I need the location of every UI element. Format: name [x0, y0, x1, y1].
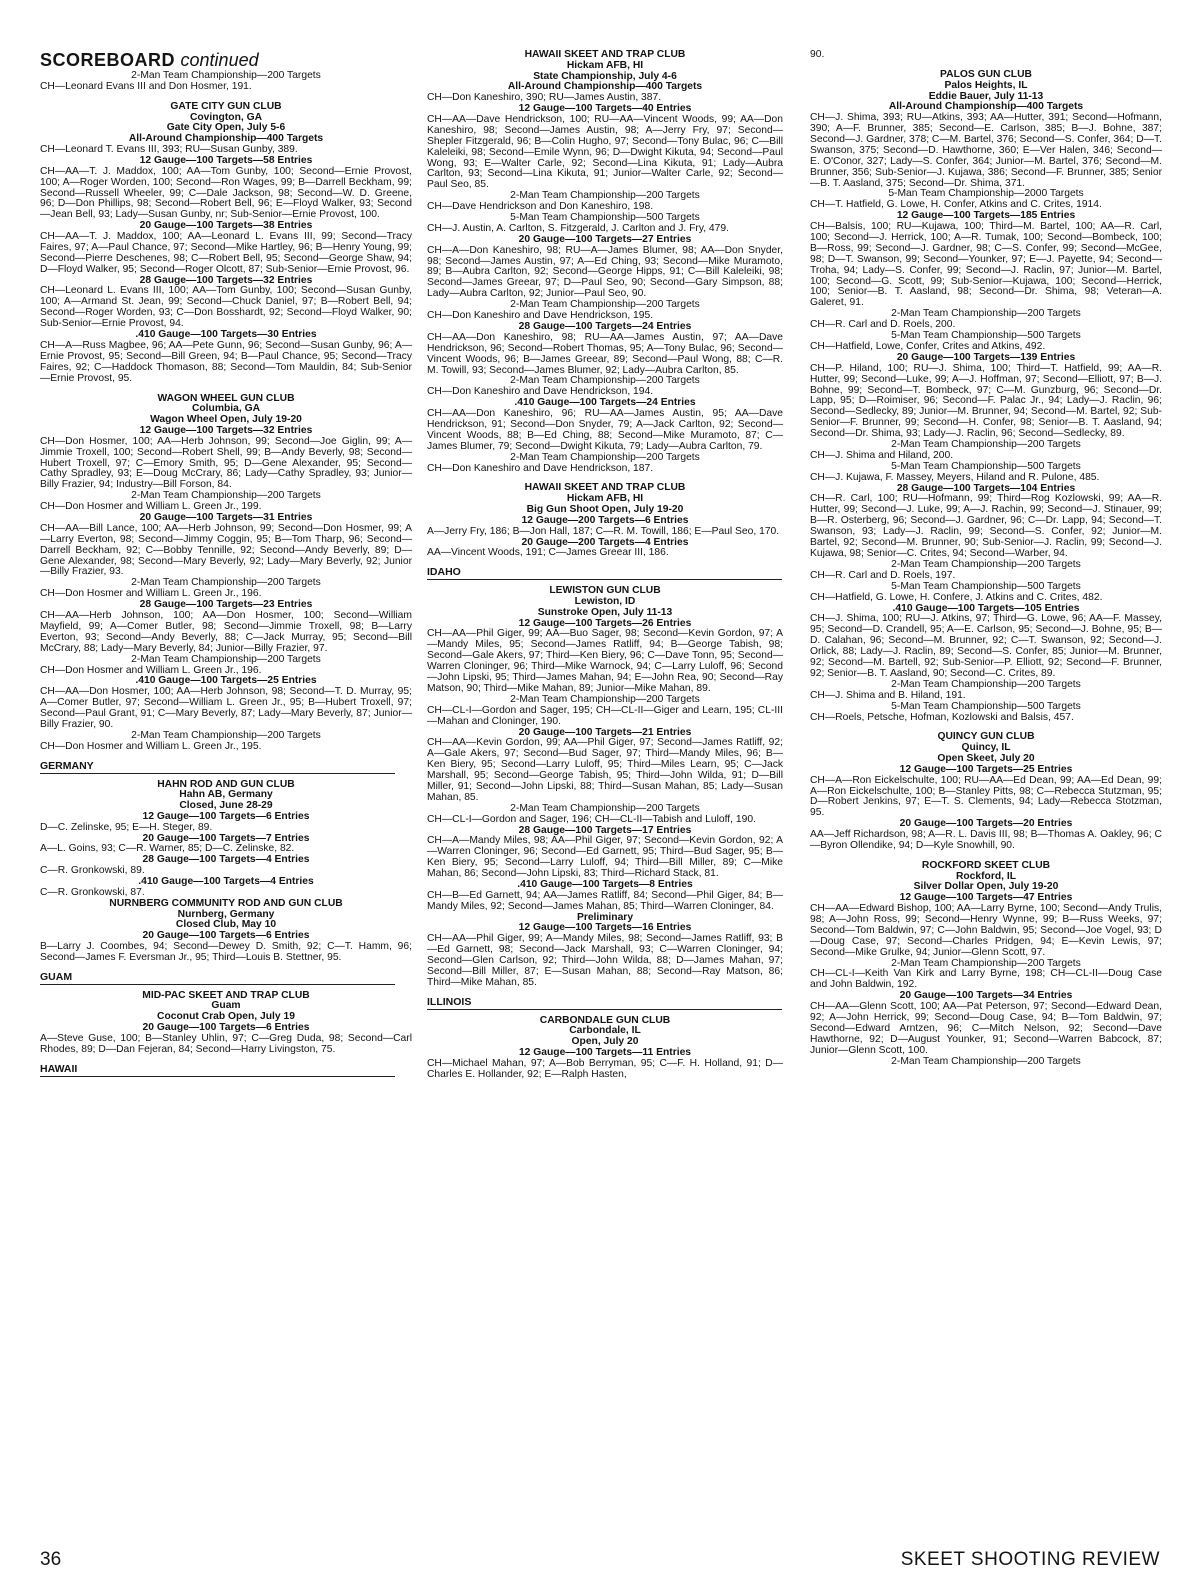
results-paragraph: CH—A—Mandy Miles, 98; AA—Phil Giger, 97; Second—Kevin Gordon, 92; A—Warren Cloninger, 96; Second—Ed Garnett, 95; Third—Bud Sager, 95; B—Ken Biery, 95; Second—Larry Luloff, 94; Third—Bill Miller, 89; C—Mike Mahan, 86; Second—John Lipski, 83; Third—Richard Stack, 81. [427, 835, 783, 880]
column-left [40, 50, 412, 1083]
event-heading: 12 Gauge—100 Targets—185 Entries [896, 210, 1076, 222]
results-paragraph: CH—J. Shima and B. Hiland, 191. [810, 689, 966, 701]
results-paragraph: CH—Dave Hendrickson and Don Kaneshiro, 198. [427, 201, 654, 213]
results-paragraph: CH—AA—Don Kaneshiro, 96; RU—AA—James Austin, 95; AA—Dave Hendrickson, 91; Second—Don Snyder, 79; A—Jack Carlton, 92; Second—Vincent Woods, 88; B—Ed Ching, 88; Second—Mike Muramoto, 87; C—James Blumer, 79; Second—Dwight Kikuta, 79; Lady—Aubra Carlton, 79. [427, 408, 783, 452]
event-heading: Nurnberg, Germany [177, 908, 275, 920]
event-heading: CARBONDALE GUN CLUB [539, 1014, 671, 1026]
results-paragraph: CH—AA—Don Kaneshiro, 98; RU—AA—James Austin, 97; AA—Dave Hendrickson, 96; Second—Robert Thomas, 95; A—Tony Bulac, 96; Second—Vincent Woods, 96; B—James Greear, 89; Second—Paul Wong, 88; C—R. M. Towill, 93; Second—James Blumer, 92; Lady—Aubra Carlton, 85. [427, 331, 783, 376]
team-heading: 2-Man Team Championship—200 Targets [510, 451, 700, 463]
results-paragraph: CH—AA—Bill Lance, 100; AA—Herb Johnson, 99; Second—Don Hosmer, 99; A—Larry Everton, 98; Second—Jimmy Coggin, 95; B—Tom Tharp, 96; Second—Darrell Beckham, 92; C—Bobby Tennille, 92; Second—Andy Beverly, 89; D—Gene Alexander, 98; Second—Mary Beverly, 92; Lady—Mary Beverly, 92; Junior—Billy Frazier, 93. [40, 522, 412, 578]
event-heading: Preliminary [576, 911, 634, 923]
team-heading: 2-Man Team Championship—200 Targets [510, 375, 700, 387]
results-paragraph: CH—AA—Phil Giger, 99; AA—Buo Sager, 98; Second—Kevin Gordon, 97; A—Mandy Miles, 95; Second—James Ratliff, 94; B—George Tabish, 98; Second—Gale Akers, 97; Third—Ken Biery, 96; C—Dave Tonn, 95; Second—Warren Cloninger, 96; Third—Mike Warnock, 94; C—Larry Luloff, 96; Second—John Lipski, 95; Third—James Mahan, 94; E—John Rea, 90; Second—Ray Matson, 90; Third—Mike Mahan, 89; Junior—Mike Mahan, 89. [427, 628, 783, 694]
results-paragraph: CH—AA—Kevin Gordon, 99; AA—Phil Giger, 97; Second—James Ratliff, 92; A—Gale Akers, 97; Second—Bud Sager, 97; Third—Mandy Miles, 96; B—Ken Biery, 95; Second—Larry Luloff, 95; Third—Miles Learn, 95; C—Jack Marshall, 95; Second—George Tabish, 95; Third—John Wilda, 91; D—Bill Miller, 91; Second—John Lipski, 88; Third—Susan Mahan, 85; Lady—Susan Mahan, 85. [427, 737, 783, 803]
results-paragraph: CH—CL-I—Gordon and Sager, 195; CH—CL-II—Giger and Learn, 195; CL-III—Mahan and Cloninger, 190. [427, 704, 783, 727]
event-heading: 12 Gauge—100 Targets—58 Entries [139, 154, 313, 166]
event-heading: 28 Gauge—100 Targets—23 Entries [139, 599, 313, 611]
event-heading: 20 Gauge—100 Targets—139 Entries [896, 351, 1076, 363]
event-heading: Lewiston, ID [574, 595, 636, 607]
event-heading: 20 Gauge—100 Targets—7 Entries [142, 832, 310, 844]
event-heading: Columbia, GA [191, 403, 261, 415]
state-section-heading: ILLINOIS [427, 997, 782, 1010]
event-heading: 28 Gauge—100 Targets—24 Entries [518, 321, 692, 332]
event-heading: ROCKFORD SKEET CLUB [921, 859, 1051, 871]
magazine-name: SKEET SHOOTING REVIEW [900, 1549, 1160, 1570]
event-heading: MID-PAC SKEET AND TRAP CLUB [142, 989, 310, 1001]
event-heading: Guam [211, 1000, 241, 1012]
results-paragraph: B—Larry J. Coombes, 94; Second—Dewey D. Smith, 92; C—T. Hamm, 96; Second—James F. Eversman Jr., 95; Third—Louis B. Stettner, 95. [40, 940, 412, 963]
results-paragraph: CH—R. Carl, 100; RU—Hofmann, 99; Third—Rog Kozlowski, 99; AA—R. Hutter, 99; Second—J. Luke, 99; A—J. Rachin, 99; Second—J. Stinauer, 99; B—R. Osterberg, 96; Second—J. Gardner, 96; C—Dr. Lapp, 94; Second—T. Swanson, 93; Lady—J. Raclin, 99; Second—S. Confer, 92; Junior—M. Bartel, 92; Second—M. Brunner, 90; Sub-Senior—J. Raclin, 99; Second—J. Kujawa, 98; Senior—C. Crites, 94; Second—Warber, 94. [810, 493, 1162, 560]
results-paragraph: CH—Don Kaneshiro and Dave Hendrickson, 195. [427, 310, 654, 322]
results-paragraph: CH—AA—Don Hosmer, 100; AA—Herb Johnson, 98; Second—T. D. Murray, 95; A—Comer Butler, 97; Second—William L. Green Jr., 95; B—Hubert Troxell, 97; Second—Paul Grant, 91; C—Mary Beverly, 87; Lady—Mary Beverly, 87; Junior—Billy Frazier, 90. [40, 686, 412, 730]
event-heading: 12 Gauge—100 Targets—16 Entries [518, 922, 692, 934]
event-heading: PALOS GUN CLUB [940, 68, 1032, 80]
team-heading: 2-Man Team Championship—200 Targets [131, 729, 321, 741]
results-paragraph: CH—R. Carl and D. Roels, 200. [810, 319, 956, 331]
team-heading: 2-Man Team Championship—200 Targets [510, 693, 700, 705]
team-heading: 2-Man Team Championship—200 Targets [510, 190, 700, 202]
results-paragraph: CH—A—Russ Magbee, 96; AA—Pete Gunn, 96; Second—Susan Gunby, 96; A—Ernie Provost, 95; Second—Bill Green, 94; B—Paul Chance, 95; Second—Tracy Faires, 92; C—Haddock Thomason, 88; Second—Tom Mauldin, 84; Sub-Senior—Ernie Provost, 95. [40, 339, 412, 384]
team-heading: 2-Man Team Championship—200 Targets [131, 70, 321, 81]
results-paragraph: CH—AA—T. J. Maddox, 100; AA—Tom Gunby, 100; Second—Ernie Provost, 100; A—Roger Worden, 100; Second—Ron Wages, 99; B—Darrell Beckham, 99; Second—Russell Wheeler, 99; C—Dale Jackson, 98; Second—W. D. Greene, 96; D—Don Phillips, 98; Second—Robert Bell, 96; E—Floyd Walker, 93; Second—Jean Bell, 93; Lady—Susan Gunby, nr; Sub-Senior—Ernie Provost, 100. [40, 165, 412, 221]
results-paragraph: CH—AA—T. J. Maddox, 100; AA—Leonard L. Evans III, 99; Second—Tracy Faires, 97; A—Paul Chance, 97; Second—Mike Hartley, 96; B—Henry Young, 99; Second—Pierre Deschenes, 98; C—Robert Bell, 95; Second—George Shaw, 94; D—Floyd Walker, 95; Second—Roger Olcott, 87; Sub-Senior—Ernie Provost, 96. [40, 231, 412, 275]
results-paragraph: C—R. Gronkowski, 87. [40, 886, 145, 898]
event-heading: Closed, June 28-29 [179, 800, 273, 812]
team-heading: 5-Man Team Championship—500 Targets [891, 330, 1081, 342]
team-heading: 2-Man Team Championship—200 Targets [131, 577, 321, 589]
results-paragraph: CH—Don Hosmer and William L. Green Jr., 195. [40, 740, 262, 752]
results-paragraph: CH—AA—Dave Hendrickson, 100; RU—AA—Vincent Woods, 99; AA—Don Kaneshiro, 98; Second—James Austin, 98; A—Jerry Fry, 97; Second—Shepler Fitzgerald, 96; B—Colin Hugho, 97; Second—Tony Bulac, 96; C—Bill Kaleleiki, 98; Second—Emile Wynn, 96; D—Dwight Kikuta, 94; Second—Paul Wong, 93; E—Walter Carle, 92; Second—Lina Kikuta, 91; Lady—Aubra Carlton, 93; Second—Lina Kikuta, 91; Junior—Walter Carle, 92; Second—Paul Seo, 85. [427, 113, 783, 191]
event-heading: 12 Gauge—100 Targets—47 Entries [899, 892, 1073, 904]
event-heading: Gate City Open, July 5-6 [166, 122, 286, 134]
event-heading: Quincy, IL [961, 742, 1011, 754]
page-number: 36 [40, 1549, 62, 1570]
team-heading: 5-Man Team Championship—2000 Targets [888, 188, 1084, 200]
event-heading: 20 Gauge—100 Targets—21 Entries [518, 726, 692, 738]
results-paragraph: CH—Don Kaneshiro and Dave Hendrickson, 194. [427, 386, 654, 398]
results-paragraph: AA—Jeff Richardson, 98; A—R. L. Davis III, 98; B—Thomas A. Oakley, 96; C—Byron Ollendike, 94; D—Kyle Snowhill, 90. [810, 829, 1162, 851]
event-heading: 12 Gauge—100 Targets—11 Entries [518, 1047, 692, 1059]
event-heading: 20 Gauge—200 Targets—4 Entries [521, 536, 689, 548]
event-heading: .410 Gauge—100 Targets—25 Entries [135, 675, 317, 687]
event-heading: Big Gun Shoot Open, July 19-20 [526, 504, 684, 516]
event-heading: 20 Gauge—100 Targets—27 Entries [518, 233, 692, 245]
results-paragraph: CH—AA—Phil Giger, 99; A—Mandy Miles, 98; Second—James Ratliff, 93; B—Ed Garnett, 98; Second—Jack Marshall, 93; C—Warren Cloninger, 94; Second—Glen Carlson, 92; Third—John Wilda, 88; D—James Mahan, 97; Second—Bill Miller, 87; E—Susan Mahan, 88; Second—Ray Matson, 86; Third—Mike Mahan, 85. [427, 933, 783, 988]
results-paragraph: CH—Balsis, 100; RU—Kujawa, 100; Third—M. Bartel, 100; AA—R. Carl, 100; Second—J. Herrick, 100; A—R. Tumak, 100; Second—Bombeck, 100; B—Ross, 99; Second—J. Gardner, 98; C—S. Confer, 99; Second—McGee, 98; D—T. Swanson, 99; Second—Younker, 97; E—J. Payette, 94; Second—Troha, 94; Lady—S. Confer, 99; Second—J. Raclin, 97; Junior—M. Bartel, 100; Second—G. Scott, 99; Sub-Senior—Kujawa, 100; Second—Herrick, 100; Senior—B. T. Aasland, 98; Second—Dr. Shima, 98; Veteran—A. Galeret, 91. [810, 221, 1162, 309]
event-heading: 12 Gauge—100 Targets—25 Entries [899, 763, 1073, 775]
team-heading: 5-Man Team Championship—500 Targets [891, 580, 1081, 592]
event-heading: Open Skeet, July 20 [937, 753, 1035, 764]
event-heading: 28 Gauge—100 Targets—17 Entries [518, 824, 692, 836]
header-title: SCOREBOARD [40, 50, 176, 70]
team-heading: 5-Man Team Championship—500 Targets [891, 460, 1081, 472]
event-heading: Carbondale, IL [569, 1025, 641, 1037]
event-heading: 20 Gauge—100 Targets—31 Entries [139, 512, 313, 524]
team-heading: 2-Man Team Championship—200 Targets [891, 308, 1081, 320]
event-heading: Rockford, IL [955, 870, 1017, 882]
results-paragraph: CH—R. Carl and D. Roels, 197. [810, 569, 956, 581]
results-paragraph: D—C. Zelinske, 95; E—H. Steger, 89. [40, 821, 213, 833]
results-paragraph: 90. [810, 49, 825, 60]
results-paragraph: CH—T. Hatfield, G. Lowe, H. Confer, Atkins and C. Crites, 1914. [810, 199, 1102, 211]
team-heading: 2-Man Team Championship—200 Targets [891, 957, 1081, 969]
results-paragraph: CH—J. Shima, 393; RU—Atkins, 393; AA—Hutter, 391; Second—Hofmann, 390; A—F. Brunner, 385; Second—E. Carlson, 385; B—J. Bohne, 387; Second—J. Gardner, 378; C—M. Bartel, 376; Second—S. Confer, 364; D—T. Swanson, 375; Second—D. Hawthorne, 360; E—Ver Halen, 346; Second—E. O'Conor, 327; Lady—S. Confer, 364; Junior—M. Bartel, 376; Second—M. Brunner, 356; Sub-Senior—J. Kujawa, 386; Second—F. Brunner, 385; Senior—B. T. Aasland, 375; Second—Dr. Shima, 371. [810, 112, 1162, 189]
team-heading: 2-Man Team Championship—200 Targets [131, 653, 321, 665]
team-heading: 5-Man Team Championship—500 Targets [891, 700, 1081, 712]
event-heading: 20 Gauge—100 Targets—6 Entries [142, 930, 310, 942]
results-paragraph: AA—Vincent Woods, 191; C—James Greear III, 186. [427, 547, 669, 559]
event-heading: 28 Gauge—100 Targets—104 Entries [896, 482, 1076, 494]
event-heading: Sunstroke Open, July 11-13 [537, 606, 673, 618]
event-heading: All-Around Championship—400 Targets [888, 101, 1084, 113]
results-paragraph: CH—Don Kaneshiro, 390; RU—James Austin, 387. [427, 92, 662, 104]
event-heading: Hickam AFB, HI [566, 493, 644, 505]
results-paragraph: CH—Don Hosmer and William L. Green Jr., 199. [40, 501, 262, 513]
event-heading: 12 Gauge—100 Targets—40 Entries [518, 103, 692, 115]
event-heading: 20 Gauge—100 Targets—20 Entries [899, 818, 1073, 830]
event-heading: Palos Heights, IL [944, 79, 1028, 91]
results-paragraph: CH—A—Ron Eickelschulte, 100; RU—AA—Ed Dean, 99; AA—Ed Dean, 99; A—Ron Eickelschulte, 100; B—Stanley Pitts, 98; C—Rebecca Stutzman, 95; D—Robert Jenkins, 97; E—T. S. Clements, 94; Lady—Rebecca Stotzman, 95. [810, 774, 1162, 819]
results-paragraph: CH—Roels, Petsche, Hofman, Kozlowski and Balsis, 457. [810, 711, 1074, 723]
results-paragraph: CH—Leonard T. Evans III, 393; RU—Susan Gunby, 389. [40, 144, 298, 155]
event-heading: Covington, GA [189, 111, 263, 123]
results-paragraph: CH—AA—Edward Bishop, 100; AA—Larry Byrne, 100; Second—Andy Trulis, 98; A—John Ross, 99; Second—Henry Wynne, 99; B—Russ Weeks, 97; Second—Tom Baldwin, 97; C—John Baldwin, 95; Second—Joe Vogel, 93; D—Doug Case, 97; Second—Charles Pridgen, 94; E—Kevin Lewis, 97; Second—Mike Grulke, 94; Junior—Glenn Scott, 97. [810, 903, 1162, 958]
results-paragraph: CH—Leonard L. Evans III, 100; AA—Tom Gunby, 100; Second—Susan Gunby, 100; A—Armand St. Jean, 99; Second—Chuck Daniel, 97; B—Robert Bell, 94; Second—Roger Worden, 93; C—Don Bosshardt, 92; Second—Floyd Walker, 90; Sub-Senior—Ernie Provost, 94. [40, 285, 412, 330]
event-heading: WAGON WHEEL GUN CLUB [157, 392, 295, 404]
team-heading: 5-Man Team Championship—500 Targets [510, 212, 700, 224]
results-paragraph: CH—Don Hosmer, 100; AA—Herb Johnson, 99; Second—Joe Giglin, 99; A—Jimmie Troxell, 100; Second—Robert Shell, 99; B—Andy Beverly, 98; Second—Hubert Troxell, 97; C—Emory Smith, 95; D—Gene Alexander, 95; Second—Cathy Spradley, 93; E—Doug McCrary, 86; Lady—Cathy Spradley, 93; Junior—Billy Frazier, 94; Industry—Bill Forson, 84. [40, 435, 412, 491]
event-heading: NURNBERG COMMUNITY ROD AND GUN CLUB [109, 897, 343, 909]
event-heading: QUINCY GUN CLUB [937, 731, 1035, 743]
event-heading: GATE CITY GUN CLUB [170, 100, 282, 112]
event-heading: HAWAII SKEET AND TRAP CLUB [524, 482, 686, 494]
column-middle [427, 50, 783, 1081]
results-paragraph: A—L. Goins, 93; C—R. Warner, 85; D—C. Zelinske, 82. [40, 843, 295, 855]
results-paragraph: CH—AA—Herb Johnson, 100; AA—Don Hosmer, 100; Second—William Mayfield, 99; A—Comer Butler, 98; Second—Jimmie Troxell, 98; B—Larry Everton, 93; Second—Andy Beverly, 88; C—Jack Murray, 95; Second—Bill McCrary, 88; Lady—Mary Beverly, 84; Junior—Billy Frazier, 97. [40, 609, 412, 654]
results-paragraph: CH—Don Hosmer and William L. Green Jr., 196. [40, 664, 262, 676]
event-heading: 12 Gauge—200 Targets—6 Entries [521, 514, 689, 526]
event-heading: 20 Gauge—100 Targets—34 Entries [899, 990, 1073, 1002]
results-paragraph: CH—J. Shima and Hiland, 200. [810, 449, 954, 461]
team-heading: 2-Man Team Championship—200 Targets [891, 678, 1081, 690]
team-heading: 2-Man Team Championship—200 Targets [891, 439, 1081, 451]
results-paragraph: CH—J. Kujawa, F. Massey, Meyers, Hiland and R. Pulone, 485. [810, 471, 1100, 483]
event-heading: Closed Club, May 10 [175, 919, 277, 931]
event-heading: Eddie Bauer, July 11-13 [928, 90, 1044, 102]
event-heading: 12 Gauge—100 Targets—6 Entries [142, 810, 310, 822]
results-paragraph: CH—B—Ed Garnett, 94; AA—James Ratliff, 84; Second—Phil Giger, 84; B—Mandy Miles, 92; Second—James Mahan, 85; Third—Warren Cloninger, 84. [427, 889, 783, 912]
results-paragraph: CH—J. Austin, A. Carlton, S. Fitzgerald, J. Carlton and J. Fry, 479. [427, 222, 729, 234]
team-heading: 2-Man Team Championship—200 Targets [510, 802, 700, 814]
event-heading: 28 Gauge—100 Targets—32 Entries [139, 274, 313, 286]
event-heading: Wagon Wheel Open, July 19-20 [150, 414, 302, 426]
event-heading: .410 Gauge—100 Targets—4 Entries [138, 876, 314, 888]
results-paragraph: CH—Don Kaneshiro and Dave Hendrickson, 187. [427, 462, 654, 474]
team-heading: 2-Man Team Championship—200 Targets [891, 1055, 1081, 1067]
column-left-body [40, 71, 412, 1077]
event-heading: Coconut Crab Open, July 19 [157, 1011, 295, 1023]
event-heading: 20 Gauge—100 Targets—6 Entries [142, 1022, 310, 1034]
event-heading: 12 Gauge—100 Targets—32 Entries [139, 424, 313, 436]
results-paragraph: CH—A—Don Kaneshiro, 98; RU—A—James Blumer, 98; AA—Don Snyder, 98; Second—James Austin, 97; A—Ed Ching, 93; Second—Mike Muramoto, 89; B—Aubra Carlton, 92; Second—George Hipps, 91; C—Bill Kaleleiki, 98; Second—James Greear, 97; D—Paul Seo, 90; Second—Gary Simpson, 88; Lady—Aubra Carlton, 92; Junior—Paul Seo, 90. [427, 244, 783, 300]
results-paragraph: CH—Don Hosmer and William L. Green Jr., 196. [40, 588, 262, 600]
event-heading: Open, July 20 [571, 1036, 639, 1048]
results-paragraph: CH—P. Hiland, 100; RU—J. Shima, 100; Third—T. Hatfield, 99; AA—R. Hutter, 99; Second—Luke, 99; A—J. Hoffman, 97; Second—Elliott, 97; B—J. Bohne, 99; Second—T. Bombeck, 97; C—M. Gunzburg, 96; Second—Dr. Lapp, 95; D—Roimiser, 96; Second—F. Palac Jr., 94; Lady—J. Raclin, 96; Second—Sedlecky, 89; Junior—M. Brunner, 94; Second—M. Bartel, 92; Sub-Senior—F. Brunner, 99; Second—H. Confer, 98; Senior—B. T. Aasland, 94; Second—Dr. Shima, 93; Lady—J. Raclin, 96; Second—Sedlecky, 89. [810, 362, 1162, 440]
event-heading: Silver Dollar Open, July 19-20 [913, 881, 1059, 893]
results-paragraph: CH—AA—Glenn Scott, 100; AA—Pat Peterson, 97; Second—Edward Dean, 92; A—John Herrick, 99; Second—Doug Case, 94; B—Tom Baldwin, 97; Second—Edward Arntzen, 96; C—Mitch Nelson, 92; Second—Dave Hawthorne, 92; D—August Younker, 91; Second—Warren Babcock, 87; Junior—Glenn Scott, 100. [810, 1001, 1162, 1056]
event-heading: 12 Gauge—100 Targets—26 Entries [518, 617, 692, 629]
event-heading: State Championship, July 4-6 [533, 70, 677, 82]
results-paragraph: A—Jerry Fry, 186; B—Jon Hall, 187; C—R. M. Towill, 186; E—Paul Seo, 170. [427, 525, 780, 537]
event-heading: All-Around Championship—400 Targets [507, 81, 703, 93]
results-paragraph: CH—CL-I—Gordon and Sager, 196; CH—CL-II—Tabish and Luloff, 190. [427, 813, 756, 825]
team-heading: 2-Man Team Championship—200 Targets [131, 490, 321, 502]
event-heading: .410 Gauge—100 Targets—30 Entries [135, 329, 317, 341]
results-paragraph: CH—Leonard Evans III and Don Hosmer, 191. [40, 80, 252, 92]
header-continued: continued [180, 50, 259, 70]
event-heading: All-Around Championship—400 Targets [128, 133, 324, 145]
results-paragraph: CH—Hatfield, Lowe, Confer, Crites and Atkins, 492. [810, 341, 1046, 353]
page-header [40, 50, 412, 70]
event-heading: 28 Gauge—100 Targets—4 Entries [142, 854, 310, 866]
state-section-heading: GUAM [40, 972, 395, 985]
event-heading: .410 Gauge—100 Targets—105 Entries [892, 602, 1080, 614]
event-heading: Hahn AB, Germany [179, 789, 273, 801]
team-heading: 2-Man Team Championship—200 Targets [510, 299, 700, 311]
event-heading: Hickam AFB, HI [566, 59, 644, 71]
state-section-heading: IDAHO [427, 567, 782, 580]
state-section-heading: HAWAII [40, 1064, 395, 1077]
column-right [810, 50, 1162, 1068]
team-heading: 2-Man Team Championship—200 Targets [891, 558, 1081, 570]
event-heading: HAHN ROD AND GUN CLUB [157, 778, 295, 790]
event-heading: HAWAII SKEET AND TRAP CLUB [524, 49, 686, 60]
results-paragraph: CH—J. Shima, 100; RU—J. Atkins, 97; Third—G. Lowe, 96; AA—F. Massey, 95; Second—D. Crandell, 95; A—E. Carlson, 95; Second—J. Bohne, 95; B—D. Calahan, 96; Second—M. Brunner, 92; C—T. Swanson, 92; Second—J. Orlick, 88; Lady—J. Raclin, 89; Second—S. Confer, 85; Junior—M. Brunner, 92; Second—M. Bartell, 92; Sub-Senior—P. Elliott, 92; Second—F. Brunner, 92; Senior—B. T. Aasland, 90; Second—C. Crites, 89. [810, 613, 1162, 679]
event-heading: .410 Gauge—100 Targets—24 Entries [514, 397, 696, 409]
state-section-heading: GERMANY [40, 761, 395, 774]
results-paragraph: A—Steve Guse, 100; B—Stanley Uhlin, 97; C—Greg Duda, 98; Second—Carl Rhodes, 89; D—Dan Fejeran, 84; Second—Harry Livingston, 75. [40, 1032, 412, 1055]
results-paragraph: CH—Hatfield, G. Lowe, H. Confere, J. Atkins and C. Crites, 482. [810, 591, 1103, 603]
event-heading: LEWISTON GUN CLUB [549, 585, 661, 597]
results-paragraph: CH—Michael Mahan, 97; A—Bob Berryman, 95; C—F. H. Holland, 91; D—Charles E. Hollander, 92; E—Ralph Hasten, [427, 1057, 783, 1080]
results-paragraph: CH—CL-I—Keith Van Kirk and Larry Byrne, 198; CH—CL-II—Doug Case and John Baldwin, 192. [810, 968, 1162, 991]
event-heading: .410 Gauge—100 Targets—8 Entries [517, 878, 693, 890]
results-paragraph: C—R. Gronkowski, 89. [40, 865, 145, 877]
event-heading: 20 Gauge—100 Targets—38 Entries [139, 220, 313, 232]
